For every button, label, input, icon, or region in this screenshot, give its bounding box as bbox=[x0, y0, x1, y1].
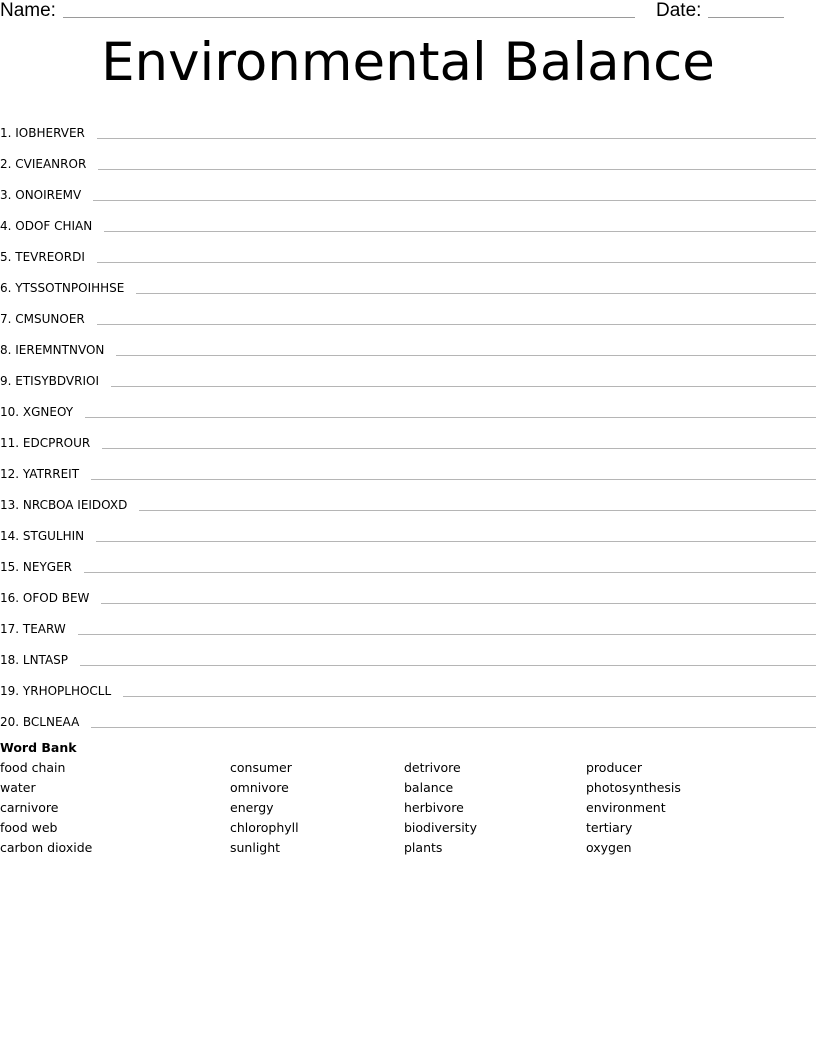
word-bank-word: detrivore bbox=[404, 760, 461, 775]
answer-line[interactable] bbox=[97, 324, 816, 325]
answer-line[interactable] bbox=[104, 231, 816, 232]
question-row bbox=[0, 514, 816, 545]
question-row bbox=[0, 421, 816, 452]
question-row bbox=[0, 483, 816, 514]
question-row bbox=[0, 700, 816, 731]
question-row bbox=[0, 545, 816, 576]
word-bank-word: herbivore bbox=[404, 800, 464, 815]
word-bank bbox=[0, 738, 816, 858]
answer-line[interactable] bbox=[97, 138, 816, 139]
question-row bbox=[0, 173, 816, 204]
answer-line[interactable] bbox=[78, 634, 816, 635]
question-text: 14. STGULHIN bbox=[0, 529, 85, 543]
question-text: 7. CMSUNOER bbox=[0, 312, 85, 326]
question-list bbox=[0, 111, 816, 731]
question-row bbox=[0, 638, 816, 669]
word-bank-column bbox=[586, 758, 681, 858]
date-field-line[interactable] bbox=[708, 17, 784, 18]
answer-line[interactable] bbox=[93, 200, 816, 201]
question-text: 1. IOBHERVER bbox=[0, 126, 85, 140]
question-text: 16. OFOD BEW bbox=[0, 591, 90, 605]
word-bank-word: energy bbox=[230, 800, 274, 815]
answer-line[interactable] bbox=[123, 696, 816, 697]
question-text: 13. NRCBOA IEIDOXD bbox=[0, 498, 128, 512]
page-title: Environmental Balance bbox=[101, 32, 715, 93]
word-bank-word: oxygen bbox=[586, 840, 632, 855]
word-bank-word: tertiary bbox=[586, 820, 633, 835]
question-row bbox=[0, 328, 816, 359]
word-bank-word: food chain bbox=[0, 760, 66, 775]
name-label: Name: bbox=[0, 0, 56, 21]
word-bank-grid bbox=[0, 758, 816, 858]
word-bank-word: omnivore bbox=[230, 780, 289, 795]
question-row bbox=[0, 359, 816, 390]
word-bank-title: Word Bank bbox=[0, 740, 77, 755]
question-row bbox=[0, 142, 816, 173]
question-text: 8. IEREMNTNVON bbox=[0, 343, 105, 357]
question-text: 20. BCLNEAA bbox=[0, 715, 80, 729]
word-bank-column bbox=[230, 758, 299, 858]
answer-line[interactable] bbox=[97, 262, 816, 263]
answer-line[interactable] bbox=[91, 479, 816, 480]
word-bank-word: balance bbox=[404, 780, 454, 795]
question-text: 5. TEVREORDI bbox=[0, 250, 85, 264]
question-text: 19. YRHOPLHOCLL bbox=[0, 684, 112, 698]
question-text: 2. CVIEANROR bbox=[0, 157, 87, 171]
question-row bbox=[0, 390, 816, 421]
word-bank-column bbox=[0, 758, 92, 858]
question-text: 18. LNTASP bbox=[0, 653, 69, 667]
question-row bbox=[0, 111, 816, 142]
answer-line[interactable] bbox=[116, 355, 816, 356]
question-text: 15. NEYGER bbox=[0, 560, 73, 574]
name-field-line[interactable] bbox=[63, 17, 635, 18]
question-text: 17. TEARW bbox=[0, 622, 66, 636]
answer-line[interactable] bbox=[91, 727, 816, 728]
question-row bbox=[0, 235, 816, 266]
word-bank-word: food web bbox=[0, 820, 58, 835]
question-text: 6. YTSSOTNPOIHHSE bbox=[0, 281, 125, 295]
word-bank-word: carnivore bbox=[0, 800, 59, 815]
word-bank-word: water bbox=[0, 780, 36, 795]
answer-line[interactable] bbox=[111, 386, 816, 387]
date-label: Date: bbox=[656, 0, 702, 21]
question-text: 11. EDCPROUR bbox=[0, 436, 91, 450]
word-bank-column bbox=[404, 758, 477, 858]
word-bank-word: chlorophyll bbox=[230, 820, 299, 835]
word-bank-word: carbon dioxide bbox=[0, 840, 93, 855]
question-text: 4. ODOF CHIAN bbox=[0, 219, 93, 233]
answer-line[interactable] bbox=[101, 603, 816, 604]
question-text: 9. ETISYBDVRIOI bbox=[0, 374, 99, 388]
header bbox=[0, 0, 816, 22]
answer-line[interactable] bbox=[85, 417, 816, 418]
answer-line[interactable] bbox=[136, 293, 816, 294]
question-row bbox=[0, 607, 816, 638]
question-text: 12. YATRREIT bbox=[0, 467, 80, 481]
answer-line[interactable] bbox=[96, 541, 816, 542]
word-bank-word: plants bbox=[404, 840, 443, 855]
word-bank-word: photosynthesis bbox=[586, 780, 681, 795]
word-bank-word: producer bbox=[586, 760, 643, 775]
question-row bbox=[0, 204, 816, 235]
word-bank-word: consumer bbox=[230, 760, 292, 775]
word-bank-word: sunlight bbox=[230, 840, 281, 855]
answer-line[interactable] bbox=[139, 510, 816, 511]
question-row bbox=[0, 266, 816, 297]
question-row bbox=[0, 669, 816, 700]
answer-line[interactable] bbox=[102, 448, 816, 449]
question-row bbox=[0, 297, 816, 328]
answer-line[interactable] bbox=[98, 169, 816, 170]
word-bank-word: biodiversity bbox=[404, 820, 477, 835]
word-bank-word: environment bbox=[586, 800, 666, 815]
answer-line[interactable] bbox=[80, 665, 816, 666]
question-row bbox=[0, 452, 816, 483]
answer-line[interactable] bbox=[84, 572, 816, 573]
question-text: 3. ONOIREMV bbox=[0, 188, 82, 202]
question-row bbox=[0, 576, 816, 607]
question-text: 10. XGNEOY bbox=[0, 405, 74, 419]
